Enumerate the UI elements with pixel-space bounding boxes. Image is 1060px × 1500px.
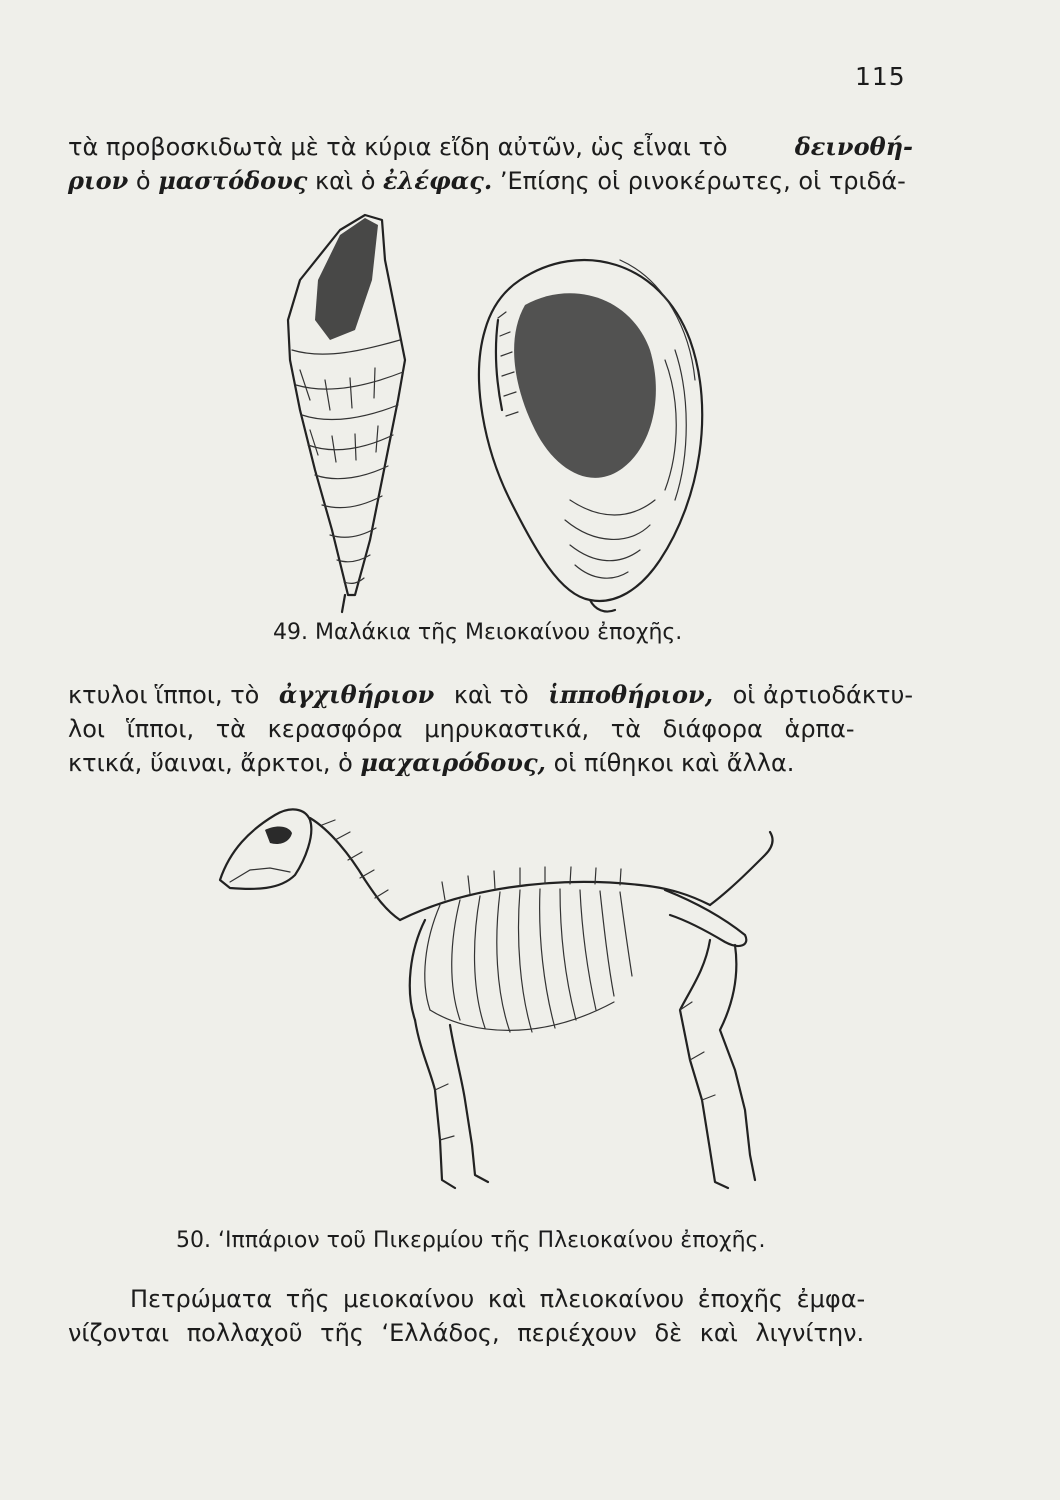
figure-49-caption: 49. Μαλάκια τῆς Μειοκαίνου ἐποχῆς. <box>273 620 683 645</box>
paragraph-2-line-3-lead: κτικά, ὕαιναι, ἄρκτοι, ὁ <box>68 749 353 777</box>
figure-50-caption: 50. ‘Ιππάριον τοῦ Πικερμίου τῆς Πλειοκαίνου ἐποχῆς. <box>176 1228 766 1253</box>
term-hippotherium: ἱπποθήριον, <box>548 680 714 709</box>
page-number: 115 <box>855 62 906 91</box>
term-machairodus: μαχαιρόδους, <box>360 748 546 777</box>
paragraph-3-line-1-text: Πετρώματα τῆς μειοκαίνου καὶ πλειοκαίνου ἐποχῆς ἐμφα- <box>130 1285 866 1313</box>
paragraph-2-line-3-tail: οἱ πίθηκοι καὶ ἄλλα. <box>553 749 795 777</box>
hipparion-skeleton-illustration <box>220 809 772 1188</box>
figure-49-mollusc-shells <box>270 200 730 620</box>
paragraph-2-line-2-text: λοι ἵπποι, τὰ κερασφόρα μηρυκαστικά, τὰ διάφορα ἁρπα- <box>68 715 855 743</box>
conch-shell-illustration <box>479 260 702 612</box>
line-2-mid-1: ὁ <box>128 167 159 195</box>
paragraph-1-line-1-text: τὰ προβοσκιδωτὰ μὲ τὰ κύρια εἴδη αὐτῶν, ὡς εἶναι τὸ <box>68 133 728 161</box>
paragraph-1 <box>68 130 913 198</box>
paragraph-3-line-2-text: νίζονται πολλαχοῦ τῆς ‘Ελλάδος, περιέχουν δὲ καὶ λιγνίτην. <box>68 1319 865 1347</box>
paragraph-3-line-2 <box>68 1316 913 1350</box>
paragraph-2-line-1-mid: καὶ τὸ <box>453 681 529 709</box>
paragraph-2-line-1-lead: κτυλοι ἵπποι, τὸ <box>68 681 260 709</box>
paragraph-3 <box>130 1282 913 1316</box>
paragraph-2 <box>68 678 913 780</box>
paragraph-1-line-2 <box>68 164 913 198</box>
paragraph-1-line-1 <box>68 130 913 164</box>
term-deinotherium-end: ριον <box>68 166 129 195</box>
line-2-mid-2: καὶ ὁ <box>307 167 384 195</box>
term-elephant: ἐλέφας. <box>383 166 493 195</box>
paragraph-3-line-1 <box>130 1282 913 1316</box>
paragraph-3b <box>68 1316 913 1350</box>
line-2-tail: ’Επίσης οἱ ρινοκέρωτες, οἱ τριδά- <box>499 167 906 195</box>
term-deinotherium: δεινοθή- <box>794 132 913 161</box>
turreted-shell-illustration <box>288 215 405 612</box>
figure-50-hipparion-skeleton <box>210 770 790 1200</box>
term-anchitherium: ἀγχιθήριον <box>278 680 435 709</box>
paragraph-2-line-1 <box>68 678 913 712</box>
paragraph-2-line-1-tail: οἱ ἀρτιοδάκτυ- <box>732 681 913 709</box>
paragraph-2-line-2 <box>68 712 913 746</box>
term-mastodon: μαστόδους <box>158 166 308 195</box>
